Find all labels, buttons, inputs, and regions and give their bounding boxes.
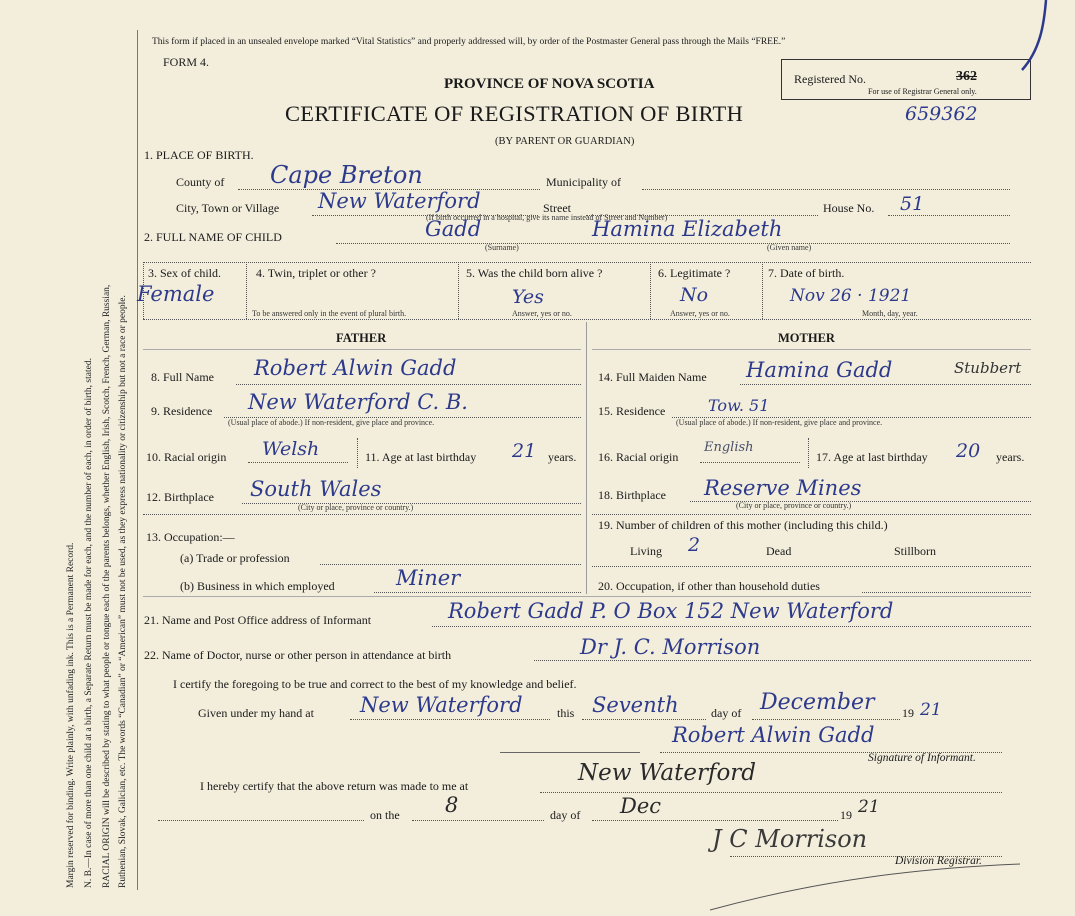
this-label: this bbox=[557, 706, 575, 720]
doctor-label: 22. Name of Doctor, nurse or other person in attendance at birth bbox=[144, 648, 452, 662]
informant-signature: Robert Alwin Gadd bbox=[672, 723, 875, 747]
given-place-value: New Waterford bbox=[360, 693, 523, 717]
mother-children-rule bbox=[592, 514, 1031, 515]
registrar-dayof-label: day of bbox=[550, 808, 581, 822]
born-alive-value: Yes bbox=[512, 286, 544, 308]
mother-name-label: 14. Full Maiden Name bbox=[598, 370, 707, 384]
row-divider bbox=[246, 262, 247, 319]
mother-residence-label: 15. Residence bbox=[598, 404, 666, 418]
child-name-label: 2. FULL NAME OF CHILD bbox=[144, 230, 282, 244]
father-occupation-rule bbox=[143, 514, 581, 515]
margin-racial-origin-note: RACIAL ORIGIN will be described by stating to what people or tongue each of the parents belongs, whether English, Irish, Scotch, French, German, Russian, bbox=[102, 284, 112, 888]
given-name-note: (Given name) bbox=[767, 243, 812, 252]
father-name-label: 8. Full Name bbox=[151, 370, 214, 384]
registrar-day-line bbox=[412, 820, 544, 821]
mother-residence-value: Tow. 51 bbox=[708, 396, 770, 415]
parents-bottom-rule bbox=[143, 596, 1031, 597]
mother-header-rule bbox=[592, 349, 1031, 350]
father-business-line bbox=[374, 592, 581, 593]
registrar-year-prefix: 19 bbox=[840, 808, 852, 822]
father-name-line bbox=[236, 384, 581, 385]
father-race-divider bbox=[357, 438, 358, 468]
province-heading: PROVINCE OF NOVA SCOTIA bbox=[444, 76, 655, 92]
father-header: FATHER bbox=[336, 331, 387, 345]
registrar-use-note: For use of Registrar General only. bbox=[868, 87, 977, 96]
mother-birthplace-note: (City or place, province or country.) bbox=[736, 501, 852, 510]
living-value: 2 bbox=[688, 534, 701, 556]
given-place-line bbox=[350, 719, 550, 720]
father-residence-label: 9. Residence bbox=[151, 404, 213, 418]
father-race-line bbox=[248, 462, 348, 463]
mother-name-line bbox=[740, 384, 1031, 385]
mother-occupation-line bbox=[862, 592, 1031, 593]
father-header-rule bbox=[143, 349, 581, 350]
date-of-birth-label: 7. Date of birth. bbox=[768, 266, 845, 280]
informant-label: 21. Name and Post Office address of Informant bbox=[144, 613, 372, 627]
child-name-line bbox=[336, 243, 1010, 244]
informant-line bbox=[432, 626, 1031, 627]
father-age-label: 11. Age at last birthday bbox=[365, 450, 477, 464]
born-alive-note: Answer, yes or no. bbox=[512, 309, 572, 318]
mother-age-years: years. bbox=[996, 450, 1025, 464]
sex-value: Female bbox=[137, 282, 215, 306]
house-number-line bbox=[888, 215, 1010, 216]
municipality-label: Municipality of bbox=[546, 175, 621, 189]
registrar-signature: J C Morrison bbox=[712, 825, 868, 853]
given-year-value: 21 bbox=[920, 700, 942, 720]
father-birthplace-label: 12. Birthplace bbox=[146, 490, 214, 504]
father-race-label: 10. Racial origin bbox=[146, 450, 227, 464]
pen-mark bbox=[1010, 0, 1050, 78]
informant-signature-label: Signature of Informant. bbox=[868, 752, 976, 764]
registrar-month-value: Dec bbox=[620, 794, 662, 818]
given-dayof-label: day of bbox=[711, 706, 742, 720]
mother-race-divider bbox=[808, 438, 809, 468]
registrar-flourish bbox=[700, 860, 1030, 916]
father-trade-line bbox=[320, 564, 581, 565]
row-divider bbox=[762, 262, 763, 319]
municipality-line bbox=[642, 189, 1010, 190]
given-under-label: Given under my hand at bbox=[198, 706, 314, 720]
certify-statement: I certify the foregoing to be true and correct to the best of my knowledge and belief. bbox=[173, 677, 577, 691]
registrar-title: Division Registrar. bbox=[895, 855, 982, 867]
city-value: New Waterford bbox=[318, 189, 481, 213]
binding-margin-line bbox=[137, 30, 138, 890]
mother-age-value: 20 bbox=[956, 440, 981, 462]
father-race-value: Welsh bbox=[262, 438, 320, 460]
margin-multiple-birth-note: N. B.—In case of more than one child at a birth, a Separate Return must be made for each, and the number of each, in order of birth, stated. bbox=[84, 358, 94, 888]
registered-number-label: Registered No. bbox=[794, 72, 866, 86]
twin-label: 4. Twin, triplet or other ? bbox=[256, 266, 376, 280]
registrar-statement: I hereby certify that the above return was made to me at bbox=[200, 779, 469, 793]
house-number-label: House No. bbox=[823, 201, 875, 215]
legitimate-value: No bbox=[680, 284, 709, 306]
margin-binding-note: Margin reserved for binding. Write plainly, with unfading ink. This is a Permanent Record. bbox=[66, 542, 76, 888]
date-of-birth-value: Nov 26 · 1921 bbox=[790, 286, 912, 306]
certificate-title: CERTIFICATE OF REGISTRATION OF BIRTH bbox=[285, 101, 744, 126]
mother-race-value: English bbox=[704, 440, 754, 455]
row-divider bbox=[458, 262, 459, 319]
row-bottom-border bbox=[143, 319, 1031, 320]
legitimate-note: Answer, yes or no. bbox=[670, 309, 730, 318]
house-number-value: 51 bbox=[900, 193, 925, 215]
county-label: County of bbox=[176, 175, 225, 189]
row-top-border bbox=[143, 262, 1031, 263]
signature-lead-line bbox=[500, 752, 640, 753]
stillborn-label: Stillborn bbox=[894, 544, 937, 558]
father-business-value: Miner bbox=[396, 566, 461, 590]
father-birthplace-value: South Wales bbox=[250, 477, 382, 501]
parents-divider bbox=[586, 322, 587, 594]
county-value: Cape Breton bbox=[270, 161, 423, 189]
mother-race-label: 16. Racial origin bbox=[598, 450, 679, 464]
father-birthplace-note: (City or place, province or country.) bbox=[298, 503, 414, 512]
mother-birthplace-label: 18. Birthplace bbox=[598, 488, 666, 502]
postal-note: This form if placed in an unsealed envelope marked “Vital Statistics” and properly addressed will, by order of the Postmaster General pass through the Mails “FREE.” bbox=[152, 37, 786, 47]
child-given-name: Hamina Elizabeth bbox=[592, 217, 783, 241]
place-of-birth-label: 1. PLACE OF BIRTH. bbox=[144, 148, 254, 162]
father-name-value: Robert Alwin Gadd bbox=[254, 356, 457, 380]
given-year-prefix: 19 bbox=[902, 706, 914, 720]
legitimate-label: 6. Legitimate ? bbox=[658, 266, 731, 280]
father-age-years: years. bbox=[548, 450, 577, 464]
mother-residence-note: (Usual place of abode.) If non-resident, give place and province. bbox=[676, 418, 883, 427]
father-age-value: 21 bbox=[512, 440, 537, 462]
sex-label: 3. Sex of child. bbox=[148, 266, 221, 280]
living-label: Living bbox=[630, 544, 662, 558]
informant-value: Robert Gadd P. O Box 152 New Waterford bbox=[448, 599, 894, 623]
date-of-birth-note: Month, day, year. bbox=[862, 309, 918, 318]
form-number: FORM 4. bbox=[163, 55, 210, 69]
city-label: City, Town or Village bbox=[176, 201, 280, 215]
registrar-year-value: 21 bbox=[858, 797, 880, 817]
father-business-label: (b) Business in which employed bbox=[180, 579, 335, 593]
margin-racial-origin-note-2: Ruthenian, Slovak, Galician, etc. The words “Canadian” or “American” must not be used, as they express nationality or citizenship but not a race or people. bbox=[118, 295, 128, 888]
registered-number-value: 362 bbox=[956, 69, 977, 84]
mother-occupation-rule bbox=[592, 566, 1031, 567]
registrar-place-value: New Waterford bbox=[578, 760, 757, 786]
registrar-lead-line bbox=[158, 820, 364, 821]
father-residence-note: (Usual place of abode.) If non-resident, give place and province. bbox=[228, 418, 435, 427]
child-surname: Gadd bbox=[425, 217, 482, 241]
mother-name-correction: Stubbert bbox=[954, 359, 1022, 377]
mother-name-value: Hamina Gadd bbox=[746, 358, 893, 382]
mother-age-label: 17. Age at last birthday bbox=[816, 450, 928, 464]
given-month-line bbox=[752, 719, 900, 720]
registrar-onthe-label: on the bbox=[370, 808, 400, 822]
hospital-note: (If birth occurred in a hospital, give its name instead of Street and Number) bbox=[426, 213, 668, 222]
given-day-line bbox=[582, 719, 706, 720]
registrar-day-value: 8 bbox=[445, 793, 459, 817]
dead-label: Dead bbox=[766, 544, 792, 558]
certificate-subtitle: (BY PARENT OR GUARDIAN) bbox=[495, 136, 635, 147]
mother-header: MOTHER bbox=[778, 331, 835, 345]
stamp-number: 659362 bbox=[905, 103, 978, 125]
registrar-month-line bbox=[592, 820, 838, 821]
father-trade-label: (a) Trade or profession bbox=[180, 551, 290, 565]
street-label: Street bbox=[543, 201, 571, 215]
given-day-value: Seventh bbox=[592, 693, 679, 717]
registrar-place-line bbox=[540, 792, 1002, 793]
twin-note: To be answered only in the event of plural birth. bbox=[252, 309, 407, 318]
father-residence-value: New Waterford C. B. bbox=[248, 390, 468, 414]
doctor-value: Dr J. C. Morrison bbox=[580, 635, 761, 659]
mother-occupation-label: 20. Occupation, if other than household duties bbox=[598, 579, 820, 593]
mother-race-line bbox=[700, 462, 800, 463]
registered-number-box bbox=[781, 59, 1031, 100]
born-alive-label: 5. Was the child born alive ? bbox=[466, 266, 603, 280]
given-month-value: December bbox=[760, 690, 875, 715]
row-divider bbox=[650, 262, 651, 319]
mother-birthplace-value: Reserve Mines bbox=[704, 476, 862, 500]
father-occupation-label: 13. Occupation:— bbox=[146, 530, 235, 544]
doctor-line bbox=[534, 660, 1031, 661]
surname-note: (Surname) bbox=[485, 243, 519, 252]
mother-children-label: 19. Number of children of this mother (including this child.) bbox=[598, 518, 888, 532]
